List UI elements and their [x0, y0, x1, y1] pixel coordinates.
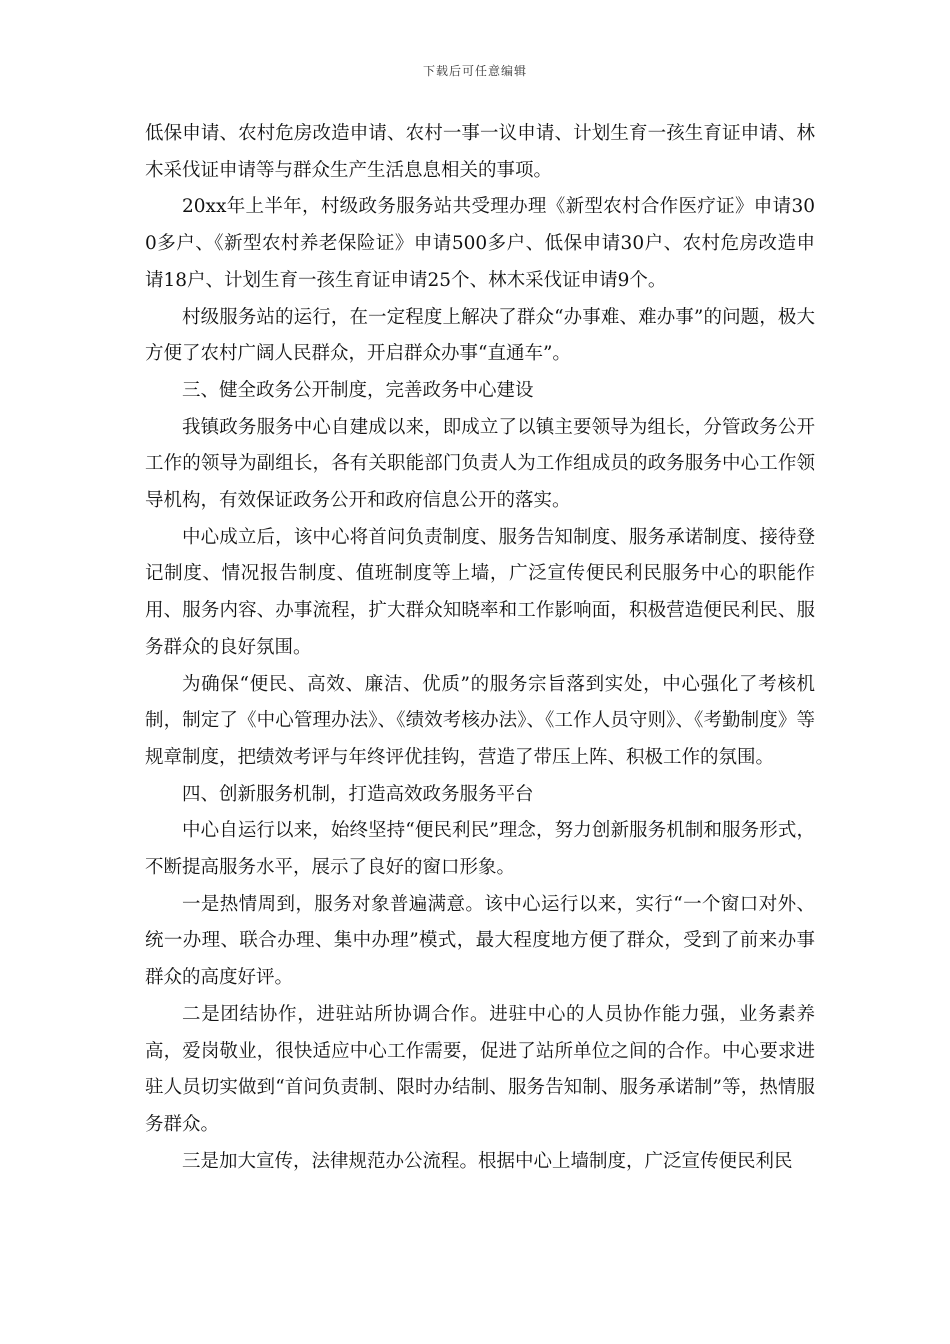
paragraph: 村级服务站的运行，在一定程度上解决了群众“办事难、难办事”的问题，极大方便了农村广阔人民群众，开启群众办事“直通车”。	[145, 306, 815, 365]
paragraph: 20xx年上半年，村级政务服务站共受理办理《新型农村合作医疗证》申请300多户、《新型农村养老保险证》申请500多户、低保申请30户、农村危房改造申请18户、计划生育一孩生育证申请25个、林木采伐证申请9个。	[145, 196, 815, 291]
paragraph: 低保申请、农村危房改造申请、农村一事一议申请、计划生育一孩生育证申请、林木采伐证申请等与群众生产生活息息相关的事项。	[145, 123, 815, 181]
section-heading: 四、创新服务机制，打造高效政务服务平台	[182, 783, 534, 805]
paragraph: 二是团结协作，进驻站所协调合作。进驻中心的人员协作能力强，业务素养高，爱岗敬业，很快适应中心工作需要，促进了站所单位之间的合作。中心要求进驻人员切实做到“首问负责制、限时办结制、服务告知制、服务承诺制”等，热情服务群众。	[145, 1003, 815, 1135]
paragraph: 三是加大宣传，法律规范办公流程。根据中心上墙制度，广泛宣传便民利民	[182, 1150, 793, 1172]
document-body	[145, 116, 815, 1180]
paragraph: 我镇政务服务中心自建成以来，即成立了以镇主要领导为组长，分管政务公开工作的领导为副组长，各有关职能部门负责人为工作组成员的政务服务中心工作领导机构，有效保证政务公开和政府信息公开的落实。	[145, 416, 815, 512]
paragraph: 中心成立后，该中心将首问负责制度、服务告知制度、服务承诺制度、接待登记制度、情况报告制度、值班制度等上墙，广泛宣传便民利民服务中心的职能作用、服务内容、办事流程，扩大群众知晓率和工作影响面，积极营造便民利民、服务群众的良好氛围。	[145, 526, 815, 658]
page-header: 下载后可任意编辑	[422, 64, 527, 78]
section-heading: 三、健全政务公开制度，完善政务中心建设	[182, 379, 534, 401]
paragraph: 为确保“便民、高效、廉洁、优质”的服务宗旨落到实处，中心强化了考核机制，制定了《中心管理办法》、《绩效考核办法》、《工作人员守则》、《考勤制度》等规章制度，把绩效考评与年终评优挂钩，营造了带压上阵、积极工作的氛围。	[145, 673, 815, 768]
paragraph: 一是热情周到，服务对象普遍满意。该中心运行以来，实行“一个窗口对外、统一办理、联合办理、集中办理”模式，最大程度地方便了群众，受到了前来办事群众的高度好评。	[145, 893, 815, 989]
paragraph: 中心自运行以来，始终坚持“便民利民”理念，努力创新服务机制和服务形式，不断提高服务水平，展示了良好的窗口形象。	[145, 820, 815, 879]
